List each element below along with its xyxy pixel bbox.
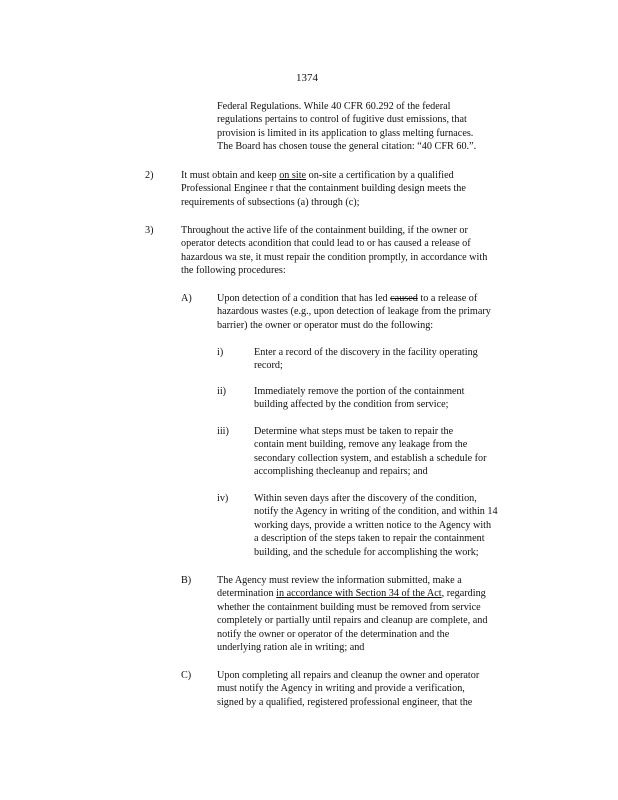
text-line: must notify the Agency in writing and provide a verification, (217, 683, 465, 695)
text-line: hazardous wa ste, it must repair the condition promptly, in accordance with (181, 251, 488, 263)
sub-iii-paragraph (254, 425, 487, 479)
text-line: Throughout the active life of the containment building, if the owner or (181, 225, 468, 236)
item-a-paragraph (217, 292, 491, 332)
text-line: notify the Agency in writing of the condition, and within 14 (254, 506, 498, 518)
text-line: signed by a qualified, registered professional engineer, that the (217, 696, 473, 708)
sub-i-label: i) (217, 347, 224, 358)
text-span: , regarding (441, 588, 486, 600)
text-line: underlying ration ale in writing; and (217, 642, 365, 654)
item-c-label: C) (181, 670, 192, 681)
item-2-paragraph (181, 169, 466, 209)
text-span: Upon detection of a condition that has led (217, 293, 388, 304)
text-line: Within seven days after the discovery of the condition, (254, 493, 477, 504)
sub-iii-label: iii) (217, 426, 229, 437)
item-b-label: B) (181, 575, 192, 586)
item-3-paragraph (181, 224, 487, 278)
text-line (217, 292, 491, 305)
text-line: building, and the schedule for accomplishing the work; (254, 546, 479, 558)
text-line: The Agency must review the information submitted, make a (217, 575, 462, 586)
text-line: whether the containment building must be removed from service (217, 601, 481, 613)
inserted-text: on site (279, 170, 307, 181)
text-line: contain ment building, remove any leakage from the (254, 439, 468, 451)
intro-paragraph (217, 100, 476, 154)
text-line: requirements of subsections (a) through (c); (181, 196, 360, 208)
text-line: building affected by the condition from service; (254, 399, 449, 411)
inserted-text: in accordance with Section 34 of the Act (276, 588, 442, 600)
sub-i-paragraph (254, 346, 478, 373)
sub-iv-paragraph (254, 492, 498, 559)
text-line: The Board has chosen touse the general citation: “40 CFR 60.”. (217, 141, 477, 153)
sub-ii-label: ii) (217, 386, 227, 397)
text-line: accomplishing thecleanup and repairs; and (254, 466, 428, 478)
text-line: a description of the steps taken to repair the containment (254, 533, 485, 545)
text-line: Professional Enginee r that the containment building design meets the (181, 183, 466, 195)
text-line: Enter a record of the discovery in the facility operating (254, 347, 478, 358)
page-number: 1374 (296, 72, 318, 84)
sub-iv-label: iv) (217, 493, 229, 504)
text-line: barrier) the owner or operator must do the following: (217, 319, 434, 331)
text-span: on-site a certification by a qualified (308, 170, 454, 181)
text-line: Immediately remove the portion of the containment (254, 386, 465, 397)
text-line: provision is limited in its application to glass melting furnaces. (217, 127, 474, 139)
item-b-paragraph (217, 574, 487, 654)
text-line: operator detects acondition that could lead to or has caused a release of (181, 238, 471, 250)
sub-ii-paragraph (254, 385, 464, 412)
text-span: It must obtain and keep (181, 170, 277, 181)
text-line: completely or partially until repairs and cleanup are complete, and (217, 615, 488, 627)
text-line: Upon completing all repairs and cleanup the owner and operator (217, 670, 480, 681)
text-line: Determine what steps must be taken to repair the (254, 426, 454, 437)
text-line: notify the owner or operator of the determination and the (217, 628, 450, 640)
item-c-paragraph (217, 669, 479, 709)
text-span: to a release of (420, 293, 478, 304)
text-line: hazardous wastes (e.g., upon detection of leakage from the primary (217, 306, 491, 318)
text-line: secondary collection system, and establish a schedule for (254, 452, 487, 464)
text-line: working days, provide a written notice to the Agency with (254, 519, 492, 531)
item-2-label: 2) (145, 170, 154, 181)
item-3-label: 3) (145, 225, 154, 236)
text-line: regulations pertains to control of fugitive dust emissions, that (217, 114, 467, 126)
text-line: record; (254, 360, 283, 372)
text-line: Federal Regulations. While 40 CFR 60.292 of the federal (217, 101, 451, 112)
text-line: the following procedures: (181, 265, 286, 277)
text-line (181, 169, 466, 182)
deleted-text: caused (390, 293, 418, 304)
text-span: determination (217, 588, 274, 600)
item-a-label: A) (181, 293, 192, 304)
text-line (217, 587, 487, 600)
